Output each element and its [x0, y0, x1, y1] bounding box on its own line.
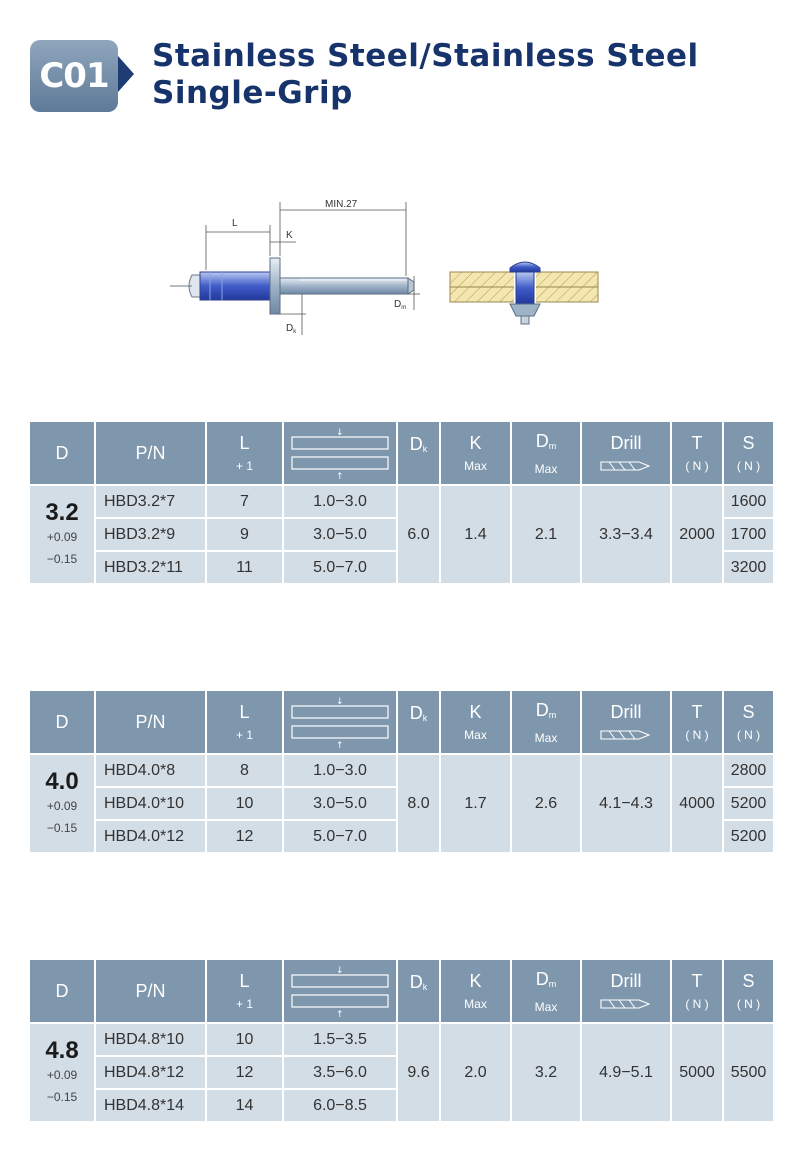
tolerance-plus: +0.09	[46, 529, 78, 544]
header-s-sub: ( N )	[736, 459, 761, 473]
grip-range-value: 1.0−3.0	[313, 492, 367, 510]
shear-cell	[724, 755, 773, 786]
length-cell	[207, 755, 282, 786]
part-number-cell	[96, 755, 205, 786]
header-cell	[582, 422, 670, 484]
head-diameter-value: 6.0	[407, 525, 430, 543]
header-dm-sub: m	[548, 978, 557, 989]
header-dm-main: D	[535, 699, 549, 720]
length-value: 8	[240, 761, 249, 779]
mandrel-diameter-value: 3.2	[534, 1063, 558, 1081]
tensile-cell	[672, 1024, 722, 1121]
part-number: HBD4.0*12	[104, 827, 185, 845]
head-height-cell	[441, 1024, 510, 1121]
svg-text:↑: ↑	[336, 472, 344, 479]
mandrel-diameter-value: 2.1	[534, 525, 558, 543]
head-diameter-cell	[398, 1024, 439, 1121]
grip-range-icon	[288, 427, 392, 479]
header-grip-range	[284, 960, 396, 1022]
tolerance-plus: +0.09	[46, 1067, 78, 1082]
header-pn: P/N	[135, 443, 166, 463]
header-cell	[582, 691, 670, 753]
mandrel-diameter-cell	[512, 755, 580, 852]
tensile-value: 4000	[679, 794, 715, 812]
part-number: HBD3.2*7	[104, 492, 176, 510]
part-number-cell	[96, 821, 205, 852]
header-k-sub: Max	[464, 459, 487, 473]
header-dk	[410, 972, 428, 997]
length-cell	[207, 1090, 282, 1121]
header-grip-range	[284, 691, 396, 753]
drill-size-value: 4.9−5.1	[599, 1063, 653, 1081]
header-dm	[536, 969, 557, 994]
drill-size-cell	[582, 1024, 670, 1121]
header-l-sub: + 1	[235, 459, 253, 473]
series-code-badge	[30, 40, 118, 112]
grip-range-value: 5.0−7.0	[313, 827, 367, 845]
dimension-lines	[206, 202, 420, 335]
head-diameter-cell	[398, 486, 439, 583]
shear-cell	[724, 1024, 773, 1121]
diameter-value: 4.8	[45, 1036, 79, 1064]
grip-range-value: 1.5−3.5	[313, 1030, 367, 1048]
rivet-side-view-icon	[170, 258, 414, 314]
header-s: S	[742, 433, 755, 453]
shear-cell	[724, 486, 773, 517]
shear-value: 5200	[730, 827, 767, 845]
header-cell	[672, 422, 722, 484]
shear-cell	[724, 519, 773, 550]
title-line-1: Stainless Steel/Stainless Steel	[152, 38, 699, 74]
header-k: K	[469, 433, 482, 453]
grip-range-cell	[284, 821, 396, 852]
shear-value: 5200	[730, 794, 767, 812]
header-k: K	[469, 702, 482, 722]
shear-value: 5500	[730, 1063, 767, 1081]
part-number: HBD4.8*10	[104, 1030, 185, 1048]
tensile-cell	[672, 755, 722, 852]
header-cell	[207, 691, 282, 753]
header-cell	[512, 422, 580, 484]
header-cell	[30, 960, 94, 1022]
grip-range-cell	[284, 1024, 396, 1055]
tolerance-minus: −0.15	[46, 1089, 78, 1104]
tolerance-minus: −0.15	[46, 820, 78, 835]
length-value: 7	[240, 492, 249, 510]
svg-text:↓: ↓	[336, 697, 344, 707]
diameter-value: 4.0	[45, 767, 79, 795]
diameter-value: 3.2	[45, 498, 79, 526]
grip-range-cell	[284, 519, 396, 550]
drill-bit-icon	[599, 728, 653, 742]
diagram-label-k: K	[286, 230, 293, 241]
part-number-cell	[96, 552, 205, 583]
length-cell	[207, 552, 282, 583]
grip-range-value: 6.0−8.5	[313, 1096, 367, 1114]
header-dk-main: D	[409, 434, 423, 454]
header-k-sub: Max	[464, 997, 487, 1011]
drill-bit-icon	[599, 459, 653, 473]
length-value: 12	[235, 827, 254, 845]
header-dm-sub: m	[548, 440, 557, 451]
diameter-cell	[30, 1024, 94, 1121]
header-k-sub: Max	[464, 728, 487, 742]
header-d: D	[55, 443, 69, 463]
header-t-sub: ( N )	[685, 728, 709, 742]
grip-range-cell	[284, 486, 396, 517]
diameter-cell	[30, 486, 94, 583]
head-height-cell	[441, 755, 510, 852]
header-cell	[724, 422, 773, 484]
head-height-value: 1.7	[464, 794, 487, 812]
drill-size-value: 3.3−3.4	[599, 525, 653, 543]
grip-range-icon	[288, 965, 392, 1017]
header-cell	[30, 422, 94, 484]
installed-rivet-icon	[450, 262, 598, 324]
length-value: 9	[240, 525, 249, 543]
length-value: 14	[235, 1096, 254, 1114]
header-pn: P/N	[135, 981, 166, 1001]
part-number: HBD4.8*12	[104, 1063, 185, 1081]
header-cell	[512, 960, 580, 1022]
grip-range-cell	[284, 788, 396, 819]
header-cell	[207, 960, 282, 1022]
header-cell	[512, 691, 580, 753]
header-cell	[441, 422, 510, 484]
part-number-cell	[96, 788, 205, 819]
header-drill: Drill	[610, 971, 642, 991]
length-cell	[207, 1024, 282, 1055]
page-title	[152, 38, 699, 112]
part-number-cell	[96, 486, 205, 517]
header-cell	[441, 960, 510, 1022]
grip-range-value: 5.0−7.0	[313, 558, 367, 576]
length-value: 10	[235, 1030, 254, 1048]
shear-value: 1700	[730, 525, 767, 543]
header-grip-range	[284, 422, 396, 484]
header-cell	[398, 960, 439, 1022]
svg-text:↓: ↓	[336, 966, 344, 976]
mandrel-diameter-cell	[512, 486, 580, 583]
rivet-diagram	[170, 190, 630, 350]
header-d: D	[55, 981, 69, 1001]
tolerance-plus: +0.09	[46, 798, 78, 813]
header-dm	[536, 431, 557, 456]
header-dm-main: D	[535, 968, 549, 989]
drill-bit-icon	[599, 997, 653, 1011]
shear-value: 1600	[730, 492, 767, 510]
diagram-label-dk: $D_k$	[286, 323, 297, 335]
header-dm-max: Max	[534, 730, 558, 745]
header-dk-main: D	[409, 972, 423, 992]
tolerance-minus: −0.15	[46, 551, 78, 566]
head-diameter-value: 8.0	[407, 794, 430, 812]
part-number-cell	[96, 1090, 205, 1121]
header-cell	[96, 691, 205, 753]
header-pn: P/N	[135, 712, 166, 732]
header-drill: Drill	[610, 433, 642, 453]
head-height-cell	[441, 486, 510, 583]
header-d: D	[55, 712, 69, 732]
header-s: S	[742, 971, 755, 991]
header-dk-sub: k	[422, 713, 428, 723]
header-t-sub: ( N )	[685, 997, 709, 1011]
header-dm-max: Max	[534, 999, 558, 1014]
diagram-label-min: MIN.27	[325, 199, 358, 210]
diameter-cell	[30, 755, 94, 852]
title-line-2: Single-Grip	[152, 75, 353, 111]
length-value: 10	[235, 794, 254, 812]
header-s-sub: ( N )	[736, 997, 761, 1011]
length-value: 12	[235, 1063, 254, 1081]
header-l: L	[239, 971, 250, 991]
mandrel-diameter-cell	[512, 1024, 580, 1121]
mandrel-diameter-value: 2.6	[534, 794, 558, 812]
diagram-label-l: L	[232, 218, 238, 229]
header-cell	[398, 691, 439, 753]
part-number: HBD4.0*10	[104, 794, 185, 812]
header-l: L	[239, 433, 250, 453]
header-cell	[398, 422, 439, 484]
part-number: HBD3.2*9	[104, 525, 176, 543]
shear-cell	[724, 788, 773, 819]
header-l-sub: + 1	[235, 997, 253, 1011]
header-dk	[410, 703, 428, 728]
grip-range-cell	[284, 552, 396, 583]
length-cell	[207, 788, 282, 819]
header-dk-main: D	[409, 703, 423, 723]
header-dk-sub: k	[422, 444, 428, 454]
header-dm-sub: m	[548, 709, 557, 720]
shear-value: 2800	[730, 761, 767, 779]
grip-range-cell	[284, 1090, 396, 1121]
length-value: 11	[236, 558, 253, 576]
grip-range-value: 3.5−6.0	[313, 1063, 367, 1081]
header-s-sub: ( N )	[736, 728, 761, 742]
length-cell	[207, 486, 282, 517]
header-drill: Drill	[610, 702, 642, 722]
head-diameter-cell	[398, 755, 439, 852]
header-l-sub: + 1	[235, 728, 253, 742]
drill-size-cell	[582, 755, 670, 852]
part-number: HBD4.8*14	[104, 1096, 185, 1114]
header-dm-main: D	[535, 430, 549, 451]
grip-range-value: 3.0−5.0	[313, 794, 367, 812]
grip-range-cell	[284, 755, 396, 786]
length-cell	[207, 1057, 282, 1088]
diagram-label-dm: $D_m$	[394, 299, 407, 311]
svg-text:↑: ↑	[336, 1010, 344, 1017]
header-cell	[724, 691, 773, 753]
header-dk-sub: k	[422, 982, 428, 992]
part-number-cell	[96, 1024, 205, 1055]
header-cell	[96, 960, 205, 1022]
header-s: S	[742, 702, 755, 722]
series-code: C01	[39, 56, 109, 96]
header-cell	[207, 422, 282, 484]
shear-cell	[724, 552, 773, 583]
part-number-cell	[96, 519, 205, 550]
header-l: L	[239, 702, 250, 722]
head-height-value: 1.4	[464, 525, 487, 543]
header-cell	[672, 691, 722, 753]
shear-cell	[724, 821, 773, 852]
length-cell	[207, 821, 282, 852]
header-cell	[672, 960, 722, 1022]
part-number: HBD3.2*11	[104, 558, 183, 576]
header-cell	[96, 422, 205, 484]
header-t-sub: ( N )	[685, 459, 709, 473]
head-height-value: 2.0	[464, 1063, 487, 1081]
grip-range-cell	[284, 1057, 396, 1088]
grip-range-value: 3.0−5.0	[313, 525, 367, 543]
header-t: T	[691, 971, 703, 991]
header-cell	[582, 960, 670, 1022]
length-cell	[207, 519, 282, 550]
header-dm-max: Max	[534, 461, 558, 476]
part-number-cell	[96, 1057, 205, 1088]
drill-size-value: 4.1−4.3	[599, 794, 653, 812]
header-t: T	[691, 702, 703, 722]
tensile-cell	[672, 486, 722, 583]
tensile-value: 2000	[679, 525, 715, 543]
drill-size-cell	[582, 486, 670, 583]
header-cell	[724, 960, 773, 1022]
chevron-right-icon	[118, 56, 134, 92]
header-cell	[30, 691, 94, 753]
svg-text:↓: ↓	[336, 428, 344, 438]
grip-range-icon	[288, 696, 392, 748]
shear-value: 3200	[730, 558, 767, 576]
tensile-value: 5000	[679, 1063, 715, 1081]
header-t: T	[691, 433, 703, 453]
header-cell	[441, 691, 510, 753]
header-dk	[410, 434, 428, 459]
header-k: K	[469, 971, 482, 991]
header-dm	[536, 700, 557, 725]
svg-text:↑: ↑	[336, 741, 344, 748]
part-number: HBD4.0*8	[104, 761, 176, 779]
grip-range-value: 1.0−3.0	[313, 761, 367, 779]
head-diameter-value: 9.6	[407, 1063, 430, 1081]
